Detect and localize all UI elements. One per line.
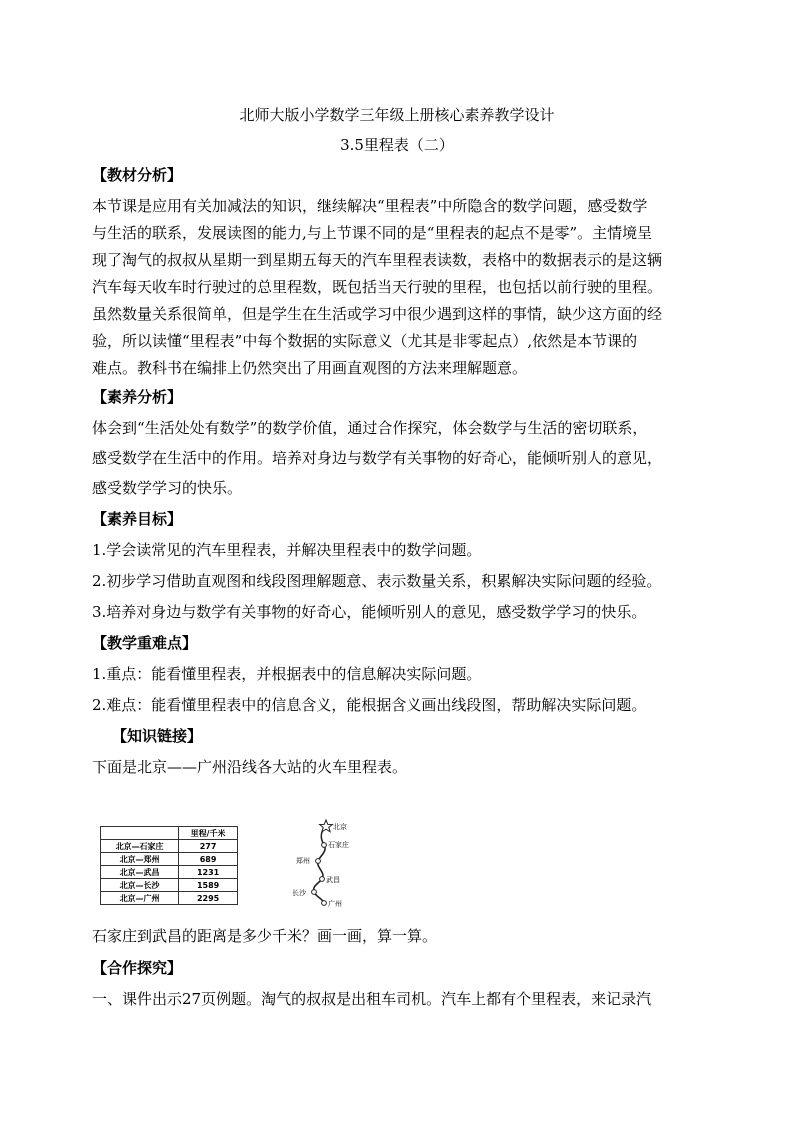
table-row: [101, 853, 238, 866]
station-marker: [322, 901, 327, 906]
heading-literacy-analysis: 【素养分析】: [92, 388, 183, 406]
station-marker: [320, 877, 325, 882]
key-point-item: 1.重点：能看懂里程表，并根据表中的信息解决实际问题。: [92, 665, 482, 683]
paragraph-line: 与生活的联系，发展读图的能力,与上节课不同的是“里程表的起点不是零”。主情境呈: [92, 224, 653, 242]
station-marker: [312, 890, 317, 895]
route-cell: 北京—郑州: [101, 853, 179, 866]
station-label: 长沙: [292, 889, 306, 897]
station-label: 郑州: [296, 857, 310, 865]
paragraph-line: 验，所以读懂“里程表”中每个数据的实际意义（尤其是非零起点）,依然是本节课的: [92, 332, 638, 350]
heading-knowledge-link: 【知识链接】: [112, 727, 203, 745]
distance-cell: 2295: [179, 892, 238, 905]
lesson-subtitle: 3.5里程表（二）: [340, 136, 454, 154]
paragraph-line: 感受数学在生活中的作用。培养对身边与数学有关事物的好奇心，能倾听别人的意见，: [92, 449, 663, 467]
heading-key-points: 【教学重难点】: [92, 634, 198, 652]
heading-cooperative-inquiry: 【合作探究】: [92, 959, 183, 977]
paragraph-line: 体会到“生活处处有数学”的数学价值，通过合作探究，体会数学与生活的密切联系，: [92, 419, 648, 437]
paragraph-line: 难点。教科书在编排上仍然突出了用画直观图的方法来理解题意。: [92, 359, 528, 377]
beijing-star-icon: [320, 820, 333, 832]
distance-cell: 1589: [179, 879, 238, 892]
knowledge-link-intro: 下面是北京——广州沿线各大站的火车里程表。: [92, 758, 408, 776]
distance-cell: 277: [179, 840, 238, 853]
paragraph-line: 虽然数量关系很简单，但是学生在生活或学习中很少遇到这样的事情，缺少这方面的经: [92, 305, 663, 323]
station-label: 北京: [333, 823, 347, 831]
distance-cell: 689: [179, 853, 238, 866]
table-row: [101, 866, 238, 879]
heading-literacy-goals: 【素养目标】: [92, 510, 183, 528]
knowledge-link-question: 石家庄到武昌的距离是多少千米？画一画，算一算。: [92, 927, 438, 945]
station-label: 石家庄: [328, 841, 349, 849]
heading-textbook-analysis: 【教材分析】: [92, 166, 183, 184]
table-row: [101, 840, 238, 853]
table-header-cell: 里程/千米: [179, 827, 238, 840]
paragraph-line: 感受数学学习的快乐。: [92, 479, 243, 497]
route-cell: 北京—石家庄: [101, 840, 179, 853]
goal-item: 3.培养对身边与数学有关事物的好奇心，能倾听别人的意见，感受数学学习的快乐。: [92, 603, 647, 621]
station-label: 武昌: [326, 876, 340, 884]
distance-cell: 1231: [179, 866, 238, 879]
route-cell: 北京—广州: [101, 892, 179, 905]
key-point-item: 2.难点：能看懂里程表中的信息含义，能根据含义画出线段图，帮助解决实际问题。: [92, 696, 647, 714]
table-header-row: [101, 827, 238, 840]
station-label: 广州: [328, 900, 342, 908]
document-title: 北师大版小学数学三年级上册核心素养教学设计: [239, 106, 555, 124]
table-row: [101, 892, 238, 905]
mileage-table: [100, 826, 238, 905]
route-cell: 北京—长沙: [101, 879, 179, 892]
railway-route-map: [280, 818, 360, 910]
table-header-cell: [101, 827, 179, 840]
paragraph-line: 一、课件出示27页例题。淘气的叔叔是出租车司机。汽车上都有个里程表，来记录汽: [92, 990, 652, 1008]
goal-item: 1.学会读常见的汽车里程表，并解决里程表中的数学问题。: [92, 541, 482, 559]
paragraph-line: 本节课是应用有关加减法的知识，继续解决“里程表”中所隐含的数学问题，感受数学: [92, 197, 648, 215]
paragraph-line: 汽车每天收车时行驶过的总里程数，既包括当天行驶的里程，也包括以前行驶的里程。: [92, 278, 663, 296]
table-row: [101, 879, 238, 892]
route-cell: 北京—武昌: [101, 866, 179, 879]
station-marker: [322, 843, 327, 848]
paragraph-line: 现了淘气的叔叔从星期一到星期五每天的汽车里程表读数，表格中的数据表示的是这辆: [92, 251, 663, 269]
station-marker: [316, 859, 321, 864]
goal-item: 2.初步学习借助直观图和线段图理解题意、表示数量关系，积累解决实际问题的经验。: [92, 572, 662, 590]
